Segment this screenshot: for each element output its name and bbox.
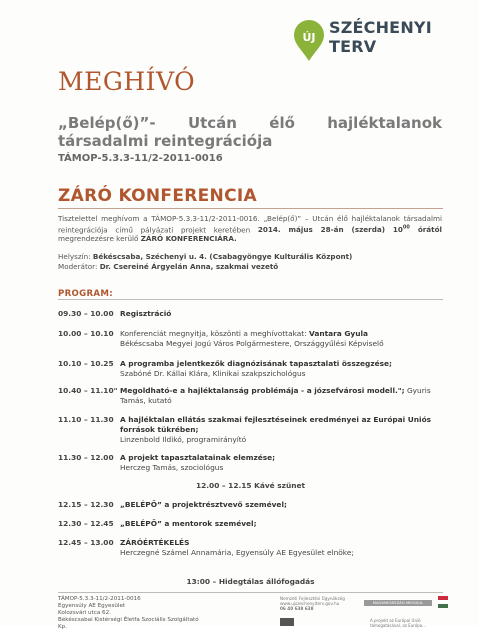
subtitle-word: „Belép(ő)”- (58, 114, 156, 132)
program-time: 11.10 – 11.30 (58, 415, 114, 424)
project-code: TÁMOP-5.3.3-11/2-2011-0016 (58, 153, 223, 164)
program-time: 09.30 – 10.00 (58, 309, 114, 318)
subtitle (58, 114, 442, 150)
footer-line: Kolozsvári utca 62. (58, 610, 111, 616)
intro-text-2: megrendezésre kerülő (58, 234, 141, 244)
logo-text: SZÉCHENYI TERV (329, 18, 432, 56)
program-time: 12.15 – 12.30 (58, 500, 114, 509)
footer-line: Békéscsabai Kistérségi Életfa Szociális Szolgáltató Kp. (58, 617, 199, 630)
intro-date: 2014. május 28-án (szerda) $10^{00}$ órától (257, 224, 442, 234)
program-desc: Megoldható-e a hajléktalanság problémája - a józsefvárosi modell."; Gyuris Tamás, kutató (120, 386, 431, 405)
subtitle-word: élő (269, 114, 295, 132)
szechenyi-terv-logo (292, 20, 479, 62)
page-title: MEGHÍVÓ (58, 67, 196, 96)
coffee-break: 12.00 – 12.15 Kávé szünet (195, 481, 306, 490)
subtitle-line2: társadalmi reintegrációja (58, 132, 273, 150)
program-time: 12.30 – 12.45 (58, 519, 114, 528)
footer-line: Egyensúly AE Egyesület (58, 603, 126, 609)
map-pin-logo-icon (292, 20, 326, 62)
conference-title: ZÁRÓ KONFERENCIA (58, 186, 257, 206)
program-desc: A programba jelentkezők diagnózisának tapasztalati összegzése; Szabóné Dr. Kállai Klára, Klinikai szakpszichológus (120, 359, 392, 378)
program-desc: A projekt tapasztalatainak elemzése; Herczeg Tamás, szociológus (120, 453, 276, 472)
eu-note: A projekt az Európai Unió támogatásával, az Európa... (370, 618, 427, 628)
subtitle-word: hajléktalanok (327, 114, 442, 132)
program-desc: Regisztráció (120, 309, 172, 318)
logo-pin-text: ÚJ (302, 31, 316, 44)
program-desc: „BELÉPŐ” a projektrésztvevő szemével; (120, 500, 287, 509)
intro-event: ZÁRÓ KONFERENCIÁRA. (140, 234, 237, 244)
program-heading: PROGRAM: (58, 289, 113, 299)
program-time: 10.40 – 11.10" (58, 386, 118, 395)
program-time: 10.10 – 10.25 (58, 359, 114, 368)
intro-text: Tisztelettel meghívom a TÁMOP-5.3.3-11/2-2011-0016. „Belép(ő)” – Utcán élő hajléktalanok társadalmi reintegrációja című pályázati projekt keretében (58, 214, 442, 234)
divider (58, 592, 443, 593)
subtitle-line1 (58, 114, 442, 132)
footer-line: TÁMOP-5.3.3-11/2-2011-0016 (58, 596, 141, 602)
subtitle-word: Utcán (187, 114, 237, 132)
program-time: 10.00 – 10.10 (58, 329, 114, 338)
moderator-line: Moderátor: Dr. Csereiné Árgyelán Anna, szakmai vezető (58, 261, 279, 271)
reception-line: 13:00 – Hidegtálas állófogadás (186, 577, 315, 586)
program-desc: ZÁRÓÉRTÉKELÉS Herczegné Számel Annamária, Egyensúly AE Egyesület elnöke; (120, 538, 354, 557)
eu-flag-icon (280, 618, 294, 626)
program-desc: A hajléktalan ellátás szakmai fejlesztéseinek eredményei az Európai Uniós források tükrében; Linzenbold Ildikó, programirányító (120, 415, 432, 444)
program-desc: Konferenciát megnyitja, köszönti a meghívottakat: Vantara Gyula Békéscsaba Megyei Jogú Város Polgármestere, Országgyűlési Képviselő (120, 329, 384, 348)
program-time: 12.45 – 13.00 (58, 538, 114, 547)
footer-logos (280, 596, 450, 626)
divider (58, 299, 443, 300)
venue-block (58, 252, 442, 271)
moderator-value: Dr. Csereiné Árgyelán Anna, szakmai vezető (99, 261, 279, 271)
eu-bar-text: MAGYARORSZÁG MEGÚJUL (372, 600, 424, 605)
venue-line: Helyszín: Békéscsaba, Széchenyi u. 4. (Csabagyöngye Kulturális Központ) (58, 252, 353, 261)
intro-paragraph (58, 214, 442, 244)
program-time: 11.30 – 12.00 (58, 453, 114, 462)
hungarian-flag-icon (438, 596, 448, 608)
divider (58, 208, 443, 209)
program-desc: „BELÉPŐ” a mentorok szemével; (120, 519, 257, 528)
venue-value: Békéscsaba, Széchenyi u. 4. (Csabagyöngye Kulturális Központ) (92, 252, 353, 261)
nfu-logo: Nemzeti Fejlesztési Ügynökség www.ujszechenyiterv.gov.hu 06 40 638 638 (280, 596, 345, 611)
